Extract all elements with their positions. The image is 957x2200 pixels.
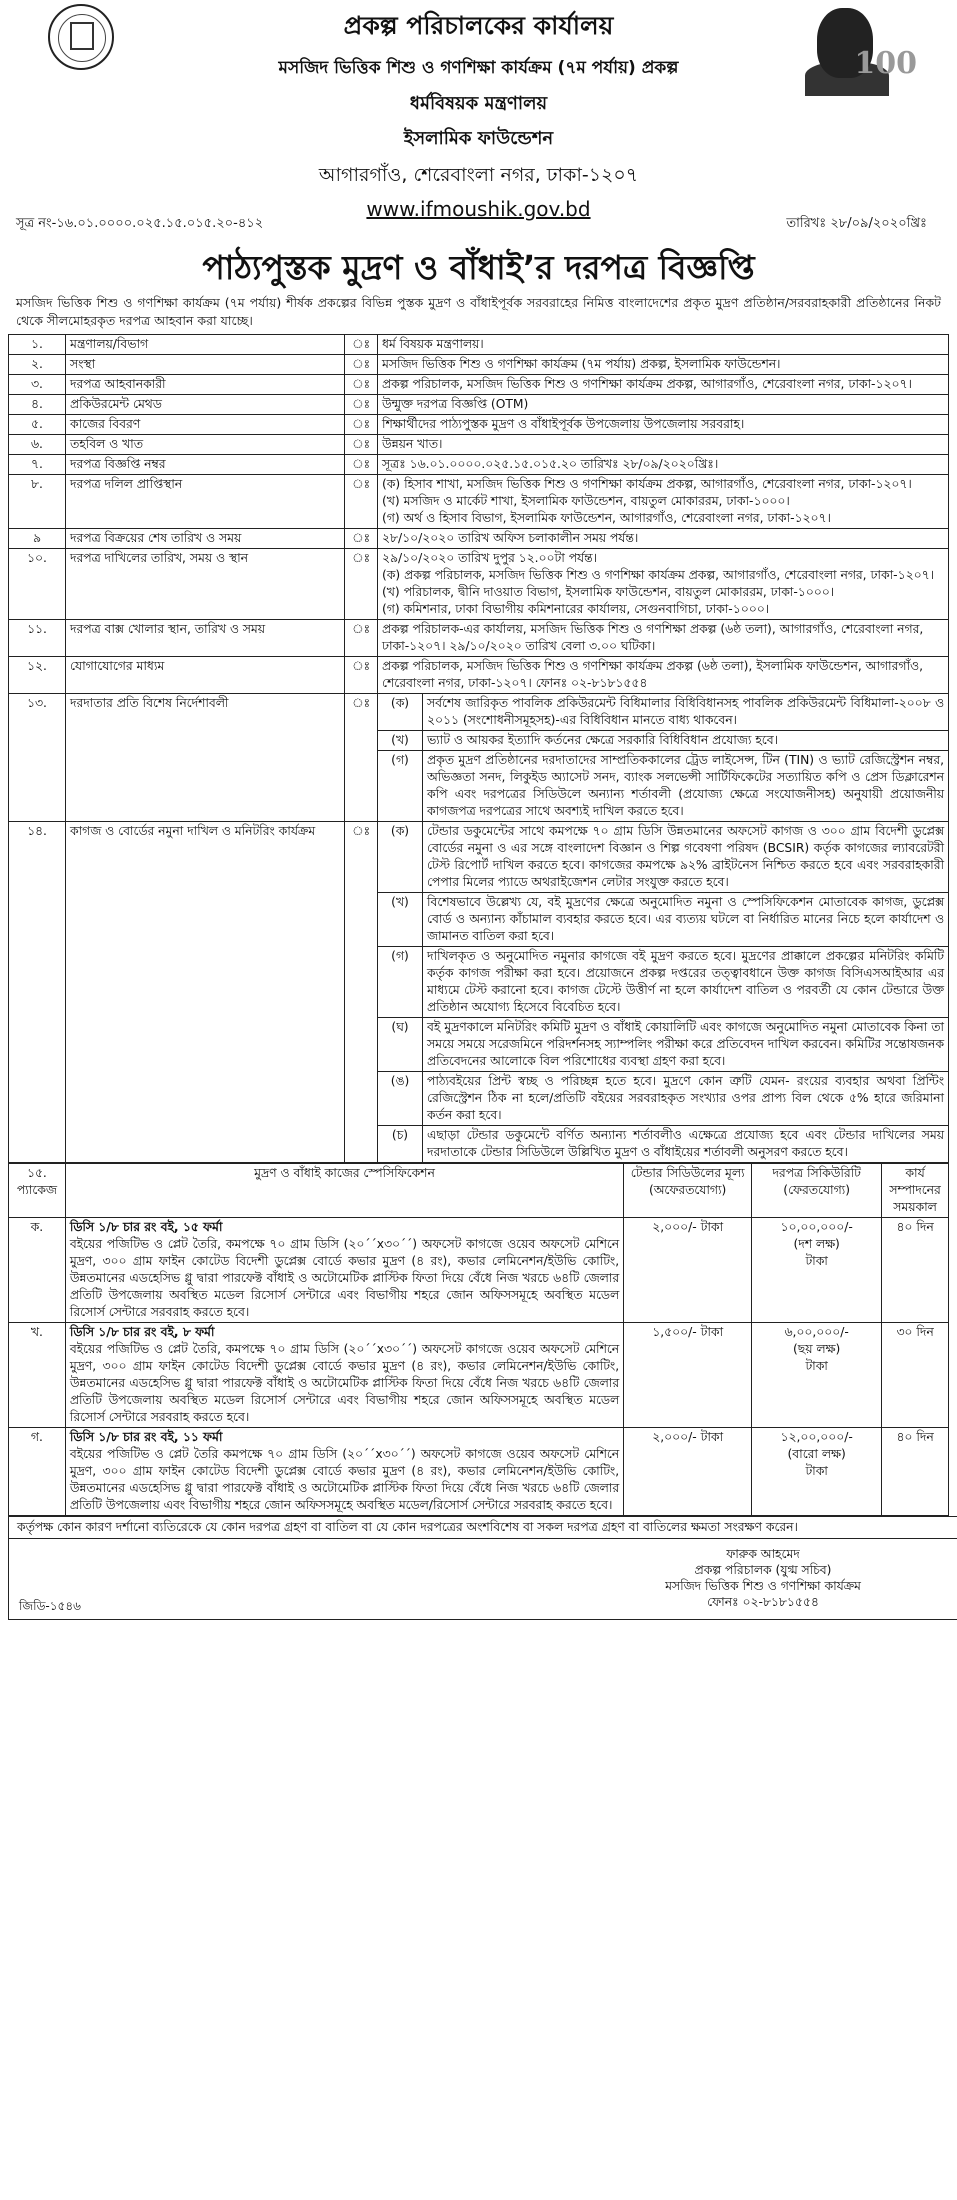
- row-value: ধর্ম বিষয়ক মন্ত্রণালয়।: [378, 335, 949, 355]
- row-label: দরপত্র দলিল প্রাপ্তিস্থান: [66, 475, 345, 529]
- row-value: উন্মুক্ত দরপত্র বিজ্ঞপ্তি (OTM): [378, 395, 949, 415]
- footer-note: কর্তৃপক্ষ কোন কারণ দর্শানো ব্যতিরেকে যে কোন দরপত্র গ্রহণ বা বাতিল বা যে কোন দরপত্রের অংশবিশেষ বা সকল দরপত্র গ্রহণ বা বাতিলের ক্ষমতা সংরক্ষণ করেন।: [9, 1517, 957, 1539]
- instruction-row: [9, 822, 949, 893]
- signatory-org: মসজিদ ভিত্তিক শিশু ও গণশিক্ষা কার্যক্রম: [665, 1579, 861, 1593]
- row-colon: ঃ: [345, 455, 378, 475]
- detail-row: [9, 415, 949, 435]
- row-value: সূত্রঃ ১৬.০১.০০০০.০২৫.১৫.০১৫.২০ তারিখঃ ২৮/০৯/২০২০খ্রিঃ।: [378, 455, 949, 475]
- item-key: (ঘ): [378, 1018, 423, 1072]
- row-label: দরপত্র বিক্রয়ের শেষ তারিখ ও সময়: [66, 529, 345, 549]
- signatory-name: ফারুক আহমেদ: [726, 1547, 800, 1561]
- detail-row: [9, 529, 949, 549]
- row-number: ৮.: [9, 475, 66, 529]
- row-colon: ঃ: [345, 415, 378, 435]
- package-header-row: [9, 1164, 949, 1218]
- row-number: ১৩.: [9, 694, 66, 822]
- item-key: (ক): [378, 822, 423, 893]
- row-colon: ঃ: [345, 529, 378, 549]
- detail-row: [9, 620, 949, 657]
- row-number: ৬.: [9, 435, 66, 455]
- logo-text: 100: [854, 46, 917, 81]
- row-colon: ঃ: [345, 822, 378, 1163]
- item-text: এছাড়া টেন্ডার ডকুমেন্টে বর্ণিত অন্যান্য শর্তাবলীও এক্ষেত্রে প্রযোজ্য হবে এবং টেন্ডার দাখিলের সময় দরদাতাকে টেন্ডার সিডিউলে উল্লিখিত মুদ্রণ ও বাঁধাইয়ের শর্তাবলী অনুসরণ করতে হবে।: [423, 1126, 949, 1163]
- reference-number: সূত্র নং-১৬.০১.০০০০.০২৫.১৫.০১৫.২০-৪১২: [16, 216, 264, 231]
- row-value: ২৯/১০/২০২০ তারিখ দুপুর ১২.০০টা পর্যন্ত। (ক) প্রকল্প পরিচালক, মসজিদ ভিত্তিক শিশু ও গণশিক্ষা কার্যক্রম প্রকল্প, আগারগাঁও, শেরেবাংলা নগর, ঢাকা-১২০৭। (খ) পরিচালক, দ্বীনি দাওয়াত বিভাগ, ইসলামিক ফাউন্ডেশন, বায়তুল মোকাররম, ঢাকা-১০০০। (গ) কমিশনার, ঢাকা বিভাগীয় কমিশনারের কার্যালয়, সেগুনবাগিচা, ঢাকা-১০০০।: [378, 549, 949, 620]
- row-value: প্রকল্প পরিচালক, মসজিদ ভিত্তিক শিশু ও গণশিক্ষা কার্যক্রম প্রকল্প, আগারগাঁও, শেরেবাংলা নগর, ঢাকা-১২০৭।: [378, 375, 949, 395]
- row-value: ২৮/১০/২০২০ তারিখ অফিস চলাকালীন সময় পর্যন্ত।: [378, 529, 949, 549]
- package-row: [9, 1323, 949, 1428]
- detail-row: [9, 355, 949, 375]
- item-text: বিশেষভাবে উল্লেখ্য যে, বই মুদ্রণের ক্ষেত্রে অনুমোদিত নমুনা ও স্পেসিফিকেশন মোতাবেক কাগজ, ডুপ্লেক্স বোর্ড ও অন্যান্য কাঁচামাল ব্যবহার করতে হবে। এর ব্যত্যয় ঘটলে বা নির্ধারিত মানের নিচে হলে কার্যাদেশ ও জামানত বাতিল করা হবে।: [423, 893, 949, 947]
- signature-cell: [9, 1539, 957, 1620]
- package-time: ৪০ দিন: [882, 1218, 949, 1323]
- package-spec: [65, 1428, 623, 1516]
- row-number: ১২.: [9, 657, 66, 694]
- row-label: দরপত্র বাক্স খোলার স্থান, তারিখ ও সময়: [66, 620, 345, 657]
- row-number: ৯: [9, 529, 66, 549]
- row-colon: ঃ: [345, 355, 378, 375]
- website-link[interactable]: www.ifmoushik.gov.bd: [366, 197, 591, 221]
- price-col-header: টেন্ডার সিডিউলের মূল্য (অফেরতযোগ্য): [624, 1164, 752, 1218]
- row-value: শিক্ষার্থীদের পাঠ্যপুস্তক মুদ্রণ ও বাঁধাইপূর্বক উপজেলায় উপজেলায় সরবরাহ।: [378, 415, 949, 435]
- row-label: কাজের বিবরণ: [66, 415, 345, 435]
- package-spec-title: ডিসি ১/৮ চার রং বই, ১১ ফর্মা: [69, 1430, 223, 1444]
- row-colon: ঃ: [345, 435, 378, 455]
- row-number: ২.: [9, 355, 66, 375]
- package-id: খ.: [9, 1323, 66, 1428]
- spec-col-header: মুদ্রণ ও বাঁধাই কাজের স্পেসিফিকেশন: [65, 1164, 623, 1218]
- security-col-header: দরপত্র সিকিউরিটি (ফেরতযোগ্য): [752, 1164, 882, 1218]
- package-price: ২,০০০/- টাকা: [624, 1218, 752, 1323]
- office-heading: প্রকল্প পরিচালকের কার্যালয়: [343, 11, 614, 40]
- ministry-name: ধর্মবিষয়ক মন্ত্রণালয়: [409, 93, 548, 114]
- package-time: ৩০ দিন: [882, 1323, 949, 1428]
- intro-paragraph: মসজিদ ভিত্তিক শিশু ও গণশিক্ষা কার্যক্রম (৭ম পর্যায়) শীর্ষক প্রকল্পের বিভিন্ন পুস্তক মুদ্রণ ও বাঁধাইপূর্বক সরবরাহের নিমিত্ত বাংলাদেশের প্রকৃত মুদ্রণ প্রতিষ্ঠান/সরবরাহকারী প্রতিষ্ঠানের নিকট থেকে সীলমোহরকৃত দরপত্র আহবান করা যাচ্ছে।: [16, 295, 941, 328]
- row-colon: ঃ: [345, 657, 378, 694]
- package-spec-text: বইয়ের পজিটিভ ও প্লেট তৈরি, কমপক্ষে ৭০ গ্রাম ডিসি (২০´´x৩০´´) অফসেট কাগজে ওয়েব অফসেট মেশিনে মুদ্রণ, ৩০০ গ্রাম ফাইন কোটেড বিদেশী ডুপ্লেক্স বোর্ডে কভার মুদ্রণ (৪ রং), কভার লেমিনেশন/ইউভি কোটিং, উন্নতমানের এডহেসিভ গ্লু দ্বারা পারফেক্ট বাঁধাই ও অটোমেটিক প্লাস্টিক ফিতা দিয়ে বেঁধে নিজ খরচে ৬৪টি জেলার প্রতিটি উপজেলায় অবস্থিত মডেল রিসোর্স সেন্টারে এবং বিভাগীয় শহরে জোন অফিসসমূহে অবস্থিত মডেল রিসোর্স সেন্টারে সরবরাহ করতে হবে।: [69, 1342, 620, 1424]
- package-spec-title: ডিসি ১/৮ চার রং বই, ৮ ফর্মা: [69, 1325, 215, 1339]
- row-number: ৭.: [9, 455, 66, 475]
- detail-row: [9, 455, 949, 475]
- row-label: মন্ত্রণালয়/বিভাগ: [66, 335, 345, 355]
- row-number: ৫.: [9, 415, 66, 435]
- package-security: ১২,০০,০০০/- (বারো লক্ষ) টাকা: [752, 1428, 882, 1516]
- package-price: ১,৫০০/- টাকা: [624, 1323, 752, 1428]
- islamic-foundation-logo-icon: [48, 4, 114, 70]
- item-text: টেন্ডার ডকুমেন্টের সাথে কমপক্ষে ৭০ গ্রাম ডিসি উন্নতমানের অফসেট কাগজ ও ৩০০ গ্রাম বিদেশী ডুপ্লেক্স বোর্ডের নমুনা ও এর সঙ্গে বাংলাদেশ বিজ্ঞান ও শিল্প গবেষণা পরিষদ (BCSIR) কর্তৃক কাগজের ল্যাবরেটরী টেস্ট রিপোর্ট দাখিল করতে হবে। কাগজের কমপক্ষে ৯২% ব্রাইটনেস নিশ্চিত করতে হবে এবং সরবরাহকারী পেপার মিলের প্যাডে অথরাইজেশন লেটার সংযুক্ত করতে হবে।: [423, 822, 949, 893]
- item-text: সর্বশেষ জারিকৃত পাবলিক প্রকিউরমেন্ট বিধিমালার বিধিবিধানসহ পাবলিক প্রকিউরমেন্ট বিধিমালা-২০০৮ ও ২০১১ (সংশোধনীসমূহসহ)-এর বিধিবিধান মানতে বাধ্য থাকবেন।: [423, 694, 949, 731]
- item-key: (ঙ): [378, 1072, 423, 1126]
- row-label: যোগাযোগের মাধ্যম: [66, 657, 345, 694]
- item-text: বই মুদ্রণকালে মনিটরিং কমিটি মুদ্রণ ও বাঁধাই কোয়ালিটি এবং কাগজে অনুমোদিত নমুনা মোতাবেক কিনা তা সময়ে সময়ে সরেজমিনে পরিদর্শনসহ স্যাম্পলিং পরীক্ষা করে প্রতিবেদন দাখিল করবেন। কমিটির সন্তোষজনক প্রতিবেদনের আলোকে বিল পরিশোধের ব্যবস্থা গ্রহণ করা হবে।: [423, 1018, 949, 1072]
- package-spec: [65, 1323, 623, 1428]
- row-value: প্রকল্প পরিচালক, মসজিদ ভিত্তিক শিশু ও গণশিক্ষা কার্যক্রম প্রকল্প (৬ষ্ঠ তলা), ইসলামিক ফাউন্ডেশন, আগারগাঁও, শেরেবাংলা নগর, ঢাকা-১২০৭। ফোনঃ ০২-৮১৮১৫৫৪: [378, 657, 949, 694]
- row-label: দরপত্র বিজ্ঞপ্তি নম্বর: [66, 455, 345, 475]
- detail-row: [9, 549, 949, 620]
- item-key: (চ): [378, 1126, 423, 1163]
- row-number: ৪.: [9, 395, 66, 415]
- detail-row: [9, 395, 949, 415]
- project-name: মসজিদ ভিত্তিক শিশু ও গণশিক্ষা কার্যক্রম (৭ম পর্যায়) প্রকল্প: [278, 58, 679, 78]
- row-value: প্রকল্প পরিচালক-এর কার্যালয়, মসজিদ ভিত্তিক শিশু ও গণশিক্ষা প্রকল্প (৬ষ্ঠ তলা), আগারগাঁও, শেরেবাংলা নগর, ঢাকা-১২০৭। ২৯/১০/২০২০ তারিখ বেলা ৩.০০ ঘটিকা।: [378, 620, 949, 657]
- package-spec-text: বইয়ের পজিটিভ ও প্লেট তৈরি, কমপক্ষে ৭০ গ্রাম ডিসি (২০´´x৩০´´) অফসেট কাগজে ওয়েব অফসেট মেশিনে মুদ্রণ, ৩০০ গ্রাম ফাইন কোটেড বিদেশী ডুপ্লেক্স বোর্ডে কভার মুদ্রণ (৪ রং), কভার লেমিনেশন/ইউভি কোটিং, উন্নতমানের এডহেসিভ গ্লু দ্বারা পারফেক্ট বাঁধাই ও অটোমেটিক প্লাস্টিক ফিতা দিয়ে বেঁধে নিজ খরচে ৬৪টি জেলার প্রতিটি উপজেলায় অবস্থিত মডেল রিসোর্স সেন্টারে এবং বিভাগীয় শহরে জোন অফিসসমূহে অবস্থিত মডেল রিসোর্স সেন্টারে সরবরাহ করতে হবে।: [69, 1237, 620, 1319]
- row-label: কাগজ ও বোর্ডের নমুনা দাখিল ও মনিটরিং কার্যক্রম: [66, 822, 345, 1163]
- item-key: (গ): [378, 751, 423, 822]
- package-security: ১০,০০,০০০/- (দশ লক্ষ) টাকা: [752, 1218, 882, 1323]
- package-row: [9, 1218, 949, 1323]
- time-col-header: কার্য সম্পাদনের সময়কাল: [882, 1164, 949, 1218]
- detail-row: [9, 335, 949, 355]
- package-time: ৪০ দিন: [882, 1428, 949, 1516]
- notice-date: তারিখঃ ২৮/০৯/২০২০খ্রিঃ: [786, 216, 927, 231]
- row-number: ১৪.: [9, 822, 66, 1163]
- detail-row: [9, 475, 949, 529]
- row-value: উন্নয়ন খাত।: [378, 435, 949, 455]
- detail-row: [9, 375, 949, 395]
- item-key: (খ): [378, 731, 423, 751]
- row-colon: ঃ: [345, 395, 378, 415]
- row-colon: ঃ: [345, 475, 378, 529]
- item-key: (খ): [378, 893, 423, 947]
- gd-number: জিডি-১৫৪৬: [19, 1599, 81, 1613]
- row-colon: ঃ: [345, 694, 378, 822]
- package-price: ২,০০০/- টাকা: [624, 1428, 752, 1516]
- row-label: তহবিল ও খাত: [66, 435, 345, 455]
- address-line: আগারগাঁও, শেরেবাংলা নগর, ঢাকা-১২০৭: [318, 164, 639, 186]
- row-label: দরপত্র আহবানকারী: [66, 375, 345, 395]
- mujib-100-logo-icon: [799, 2, 919, 100]
- row-colon: ঃ: [345, 375, 378, 395]
- row-colon: ঃ: [345, 335, 378, 355]
- item-text: পাঠ্যবইয়ের প্রিন্ট স্বচ্ছ ও পরিচ্ছন্ন হতে হবে। মুদ্রণে কোন ত্রুটি যেমন- রংয়ের ব্যবহার অথবা প্রিন্টিং রেজিস্ট্রেশন ঠিক না হলে/প্রতিটি বইয়ের সরবরাহকৃত সংখ্যার ওপর প্রাপ্য বিল থেকে ৫% হারে জরিমানা কর্তন করা হবে।: [423, 1072, 949, 1126]
- item-key: (ক): [378, 694, 423, 731]
- row-number: ৩.: [9, 375, 66, 395]
- tender-details-table: [8, 334, 949, 1163]
- package-id: ক.: [9, 1218, 66, 1323]
- package-row: [9, 1428, 949, 1516]
- foundation-name: ইসলামিক ফাউন্ডেশন: [403, 128, 554, 149]
- notice-title: পাঠ্যপুস্তক মুদ্রণ ও বাঁধাই’র দরপত্র বিজ্ঞপ্তি: [202, 248, 755, 287]
- package-spec-title: ডিসি ১/৮ চার রং বই, ১৫ ফর্মা: [69, 1220, 223, 1234]
- signature-block: [573, 1540, 953, 1610]
- package-spec-text: বইয়ের পজিটিভ ও প্লেট তৈরি কমপক্ষে ৭০ গ্রাম ডিসি (২০´´x৩০´´) অফসেট কাগজে ওয়েব অফসেট মেশিনে মুদ্রণ, ৩০০ গ্রাম ফাইন কোটেড বিদেশী ডুপ্লেক্স বোর্ডে কভার মুদ্রণ (৪ রং), কভার লেমিনেশন/ইউভি কোটিং, উন্নতমানের এডহেসিভ গ্লু দ্বারা পারফেক্ট বাঁধাই ও অটোমেটিক প্লাস্টিক ফিতা দিয়ে বেঁধে নিজ খরচে ৬৪টি জেলার প্রতিটি উপজেলায় এবং বিভাগীয় শহরে জোন অফিসসমূহে অবস্থিত মডেল/রিসোর্স সেন্টারে সরবরাহ করতে হবে।: [69, 1447, 620, 1512]
- item-text: ভ্যাট ও আয়কর ইত্যাদি কর্তনের ক্ষেত্রে সরকারি বিধিবিধান প্রযোজ্য হবে।: [423, 731, 949, 751]
- detail-row: [9, 435, 949, 455]
- letterhead: [8, 0, 949, 238]
- signatory-designation: প্রকল্প পরিচালক (যুগ্ম সচিব): [694, 1563, 832, 1577]
- detail-row: [9, 657, 949, 694]
- row-value: (ক) হিসাব শাখা, মসজিদ ভিত্তিক শিশু ও গণশিক্ষা কার্যক্রম প্রকল্প, আগারগাঁও, শেরেবাংলা নগর, ঢাকা-১২০৭। (খ) মসজিদ ও মার্কেট শাখা, ইসলামিক ফাউন্ডেশন, বায়তুল মোকাররম, ঢাকা-১০০০। (গ) অর্থ ও হিসাব বিভাগ, ইসলামিক ফাউন্ডেশন, আগারগাঁও, শেরেবাংলা নগর, ঢাকা-১২০৭।: [378, 475, 949, 529]
- package-id: গ.: [9, 1428, 66, 1516]
- row-label: প্রকিউরমেন্ট মেথড: [66, 395, 345, 415]
- row-number: ১.: [9, 335, 66, 355]
- row-number: ১১.: [9, 620, 66, 657]
- package-col-header: ১৫. প্যাকেজ: [9, 1164, 66, 1218]
- package-security: ৬,০০,০০০/- (ছয় লক্ষ) টাকা: [752, 1323, 882, 1428]
- row-label: দরপত্র দাখিলের তারিখ, সময় ও স্থান: [66, 549, 345, 620]
- item-text: দাখিলকৃত ও অনুমোদিত নমুনার কাগজে বই মুদ্রণ করতে হবে। মুদ্রণের প্রাক্কালে প্রকল্পের মনিটরিং কমিটি কর্তৃক কাগজ পরীক্ষা করা হবে। প্রয়োজনে প্রকল্প দপ্তরের তত্ত্বাবধানে উক্ত কাগজ বিসিএসআইআর এর মাধ্যমে টেস্ট করানো হবে। কাগজ টেস্টে উত্তীর্ণ না হলে কার্যাদেশ বাতিল ও পরবর্তী যে কোন টেন্ডারে উক্ত প্রতিষ্ঠান অযোগ্য হিসেবে বিবেচিত হবে।: [423, 947, 949, 1018]
- instruction-row: [9, 694, 949, 731]
- row-value: মসজিদ ভিত্তিক শিশু ও গণশিক্ষা কার্যক্রম (৭ম পর্যায়) প্রকল্প, ইসলামিক ফাউন্ডেশন।: [378, 355, 949, 375]
- package-spec: [65, 1218, 623, 1323]
- row-number: ১০.: [9, 549, 66, 620]
- signatory-phone: ফোনঃ ০২-৮১৮১৫৫৪: [707, 1595, 819, 1609]
- item-key: (গ): [378, 947, 423, 1018]
- package-table: [8, 1163, 949, 1516]
- footer-table: [8, 1516, 957, 1620]
- row-colon: ঃ: [345, 549, 378, 620]
- item-text: প্রকৃত মুদ্রণ প্রতিষ্ঠানের দরদাতাদের সাম্প্রতিককালের ট্রেড লাইসেন্স, টিন (TIN) ও ভ্যাট রেজিস্ট্রেশন নম্বর, অভিজ্ঞতা সনদ, লিকুইড অ্যাসেট সনদ, ব্যাংক সলভেন্সী সার্টিফিকেটের সত্যায়িত কপি ও প্রেস ডিক্লারেশন কপি এবং দরপত্রের সিডিউলে অন্যান্য শর্তাবলী (প্রযোজ্য ক্ষেত্রে সংযোজনীসহ) অনুযায়ী প্রয়োজনীয় কাগজপত্র দরপত্রের সাথে অবশ্যই দাখিল করতে হবে।: [423, 751, 949, 822]
- row-label: সংস্থা: [66, 355, 345, 375]
- row-colon: ঃ: [345, 620, 378, 657]
- row-label: দরদাতার প্রতি বিশেষ নির্দেশাবলী: [66, 694, 345, 822]
